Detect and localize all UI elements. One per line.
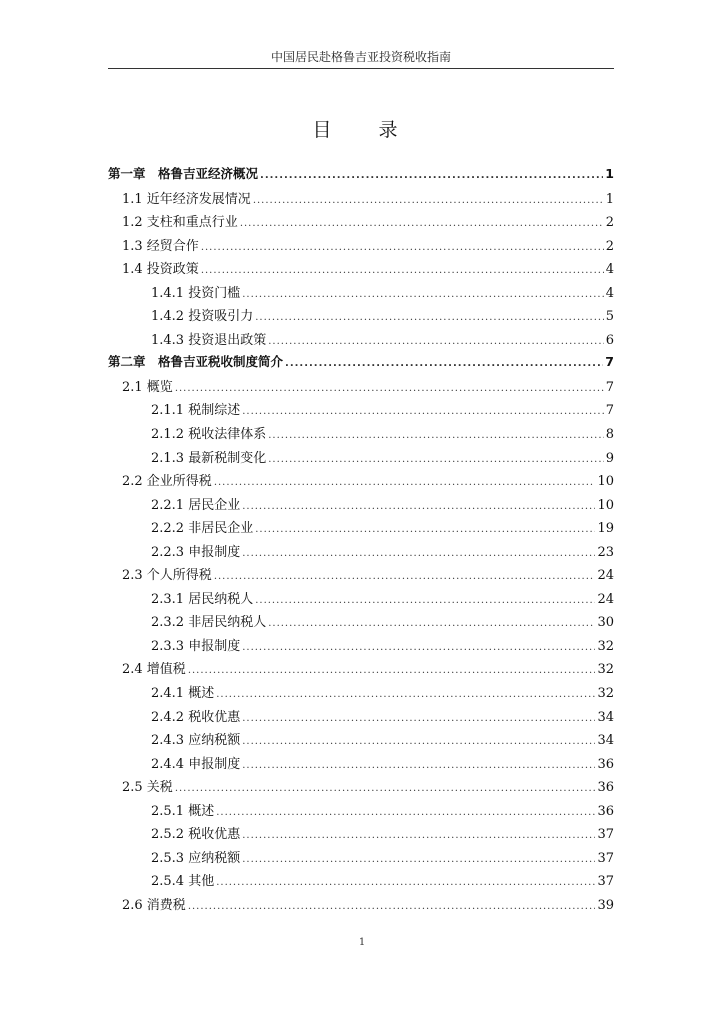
dot-leader — [188, 665, 596, 676]
dot-leader — [175, 383, 604, 394]
toc-entry[interactable] — [108, 753, 614, 777]
toc-entry[interactable] — [108, 611, 614, 635]
toc-entry-page: 37 — [597, 874, 614, 890]
toc-entry-label: 第二章 格鲁吉亚税收制度简介 — [108, 354, 284, 370]
toc-entry-page: 4 — [605, 262, 614, 278]
toc-entry[interactable] — [108, 447, 614, 471]
toc-entry-label: 2.2.1 居民企业 — [151, 497, 241, 513]
toc-entry-page: 36 — [597, 803, 614, 819]
toc-entry[interactable] — [108, 329, 614, 353]
header-rule — [108, 68, 614, 69]
toc-entry[interactable] — [108, 423, 614, 447]
toc-entry-label: 2.1 概览 — [122, 379, 173, 395]
toc-entry-label: 2.3 个人所得税 — [122, 568, 212, 584]
dot-leader — [255, 524, 595, 535]
toc-entry[interactable] — [108, 800, 614, 824]
toc-entry-label: 2.4.4 申报制度 — [151, 756, 241, 772]
toc-entry-page: 5 — [605, 309, 614, 325]
toc-entry-label: 1.3 经贸合作 — [122, 238, 199, 254]
dot-leader — [242, 760, 595, 771]
dot-leader — [175, 783, 596, 794]
toc-entry-page: 37 — [597, 850, 614, 866]
dot-leader — [285, 358, 603, 369]
toc-entry[interactable] — [108, 658, 614, 682]
toc-entry-page: 32 — [597, 662, 614, 678]
toc-entry-page: 7 — [605, 379, 614, 395]
toc-entry-page: 1 — [605, 191, 614, 207]
dot-leader — [242, 406, 604, 417]
toc-entry-label: 2.3.2 非居民纳税人 — [151, 615, 267, 631]
toc-entry-label: 2.5.2 税收优惠 — [151, 827, 241, 843]
dot-leader — [255, 312, 604, 323]
toc-entry-label: 1.4 投资政策 — [122, 262, 199, 278]
toc-entry-label: 2.3.3 申报制度 — [151, 638, 241, 654]
toc-entry[interactable] — [108, 211, 614, 235]
toc-entry[interactable] — [108, 588, 614, 612]
toc-entry-label: 2.4 增值税 — [122, 662, 186, 678]
toc-entry-page: 7 — [605, 354, 614, 370]
toc-entry-page: 30 — [597, 615, 614, 631]
running-header: 中国居民赴格鲁吉亚投资税收指南 — [270, 50, 451, 64]
toc-entry-label: 2.5.3 应纳税额 — [151, 850, 241, 866]
toc-entry-page: 39 — [597, 897, 614, 913]
toc-entry[interactable] — [108, 305, 614, 329]
toc-entry-page: 36 — [597, 756, 614, 772]
toc-entry[interactable] — [108, 870, 614, 894]
toc-entry[interactable] — [108, 706, 614, 730]
toc-entry-label: 2.1.1 税制综述 — [151, 403, 241, 419]
toc-entry[interactable] — [108, 494, 614, 518]
toc-entry-label: 1.4.1 投资门槛 — [151, 285, 241, 301]
toc-entry-page: 34 — [597, 733, 614, 749]
toc-entry[interactable] — [108, 729, 614, 753]
toc-entry-label: 1.2 支柱和重点行业 — [122, 215, 238, 231]
dot-leader — [268, 430, 604, 441]
dot-leader — [242, 830, 595, 841]
toc-entry-label: 2.3.1 居民纳税人 — [151, 591, 254, 607]
dot-leader — [216, 689, 595, 700]
toc-entry-page: 24 — [597, 591, 614, 607]
dot-leader — [201, 242, 604, 253]
toc-entry-page: 1 — [605, 166, 614, 181]
toc-entry-label: 1.4.3 投资退出政策 — [151, 332, 267, 348]
toc-entry[interactable] — [108, 258, 614, 282]
toc-entry-page: 37 — [597, 827, 614, 843]
toc-entry[interactable] — [108, 282, 614, 306]
toc-entry[interactable] — [108, 235, 614, 259]
dot-leader — [216, 807, 595, 818]
toc-entry-page: 23 — [597, 544, 614, 560]
toc-entry-label: 2.1.2 税收法律体系 — [151, 427, 267, 443]
toc-entry-label: 2.4.1 概述 — [151, 686, 215, 702]
page-number: 1 — [358, 937, 366, 948]
dot-leader — [240, 218, 604, 229]
toc-entry[interactable] — [108, 399, 614, 423]
toc-entry[interactable] — [108, 635, 614, 659]
toc-entry-label: 2.5.1 概述 — [151, 803, 215, 819]
toc-entry-page: 10 — [597, 474, 614, 490]
toc-entry-page: 7 — [605, 403, 614, 419]
toc-entry-label: 第一章 格鲁吉亚经济概况 — [108, 166, 259, 181]
dot-leader — [242, 501, 595, 512]
toc-entry[interactable] — [108, 188, 614, 212]
toc-entry-label: 2.4.3 应纳税额 — [151, 733, 241, 749]
toc-entry[interactable] — [108, 541, 614, 565]
toc-entry-page: 9 — [605, 450, 614, 466]
toc-entry-page: 32 — [597, 638, 614, 654]
dot-leader — [268, 618, 595, 629]
toc-entry-page: 4 — [605, 285, 614, 301]
toc-entry-page: 2 — [605, 238, 614, 254]
dot-leader — [242, 854, 595, 865]
toc-entry-label: 2.5 关税 — [122, 780, 173, 796]
toc-entry[interactable] — [108, 847, 614, 871]
dot-leader — [268, 336, 604, 347]
toc-entry-label: 2.6 消费税 — [122, 897, 186, 913]
dot-leader — [216, 877, 595, 888]
toc-title: 目 录 — [312, 119, 412, 141]
toc-entry-label: 1.1 近年经济发展情况 — [122, 191, 251, 207]
toc-chapter-entry[interactable] — [108, 352, 614, 376]
dot-leader — [242, 642, 595, 653]
toc-entry-label: 2.1.3 最新税制变化 — [151, 450, 267, 466]
toc-entry-label: 2.4.2 税收优惠 — [151, 709, 241, 725]
toc-entry-page: 2 — [605, 215, 614, 231]
dot-leader — [255, 595, 595, 606]
toc-entry[interactable] — [108, 470, 614, 494]
toc-entry-page: 36 — [597, 780, 614, 796]
toc-entry-page: 19 — [597, 521, 614, 537]
toc-entry-label: 2.2.3 申报制度 — [151, 544, 241, 560]
toc-entry-page: 10 — [597, 497, 614, 513]
toc-entry-label: 1.4.2 投资吸引力 — [151, 309, 254, 325]
toc-entry[interactable] — [108, 823, 614, 847]
toc-entry-label: 2.2 企业所得税 — [122, 474, 212, 490]
toc-entry-label: 2.5.4 其他 — [151, 874, 215, 890]
dot-leader — [214, 571, 596, 582]
dot-leader — [242, 289, 604, 300]
toc-entry-page: 8 — [605, 427, 614, 443]
dot-leader — [242, 736, 595, 747]
toc-entry-label: 2.2.2 非居民企业 — [151, 521, 254, 537]
dot-leader — [253, 195, 604, 206]
toc-entry[interactable] — [108, 517, 614, 541]
dot-leader — [268, 454, 604, 465]
toc-entry[interactable] — [108, 682, 614, 706]
dot-leader — [260, 170, 603, 181]
dot-leader — [242, 548, 595, 559]
toc-entry[interactable] — [108, 776, 614, 800]
toc-entry[interactable] — [108, 376, 614, 400]
toc-entry[interactable] — [108, 564, 614, 588]
dot-leader — [188, 901, 596, 912]
toc-chapter-entry[interactable] — [108, 164, 614, 188]
toc-entry[interactable] — [108, 894, 614, 918]
toc-entry-page: 34 — [597, 709, 614, 725]
dot-leader — [201, 265, 604, 276]
toc-entry-page: 24 — [597, 568, 614, 584]
toc-entry-page: 6 — [605, 332, 614, 348]
toc-entry-page: 32 — [597, 686, 614, 702]
table-of-contents — [108, 164, 614, 918]
dot-leader — [242, 713, 595, 724]
dot-leader — [214, 477, 596, 488]
